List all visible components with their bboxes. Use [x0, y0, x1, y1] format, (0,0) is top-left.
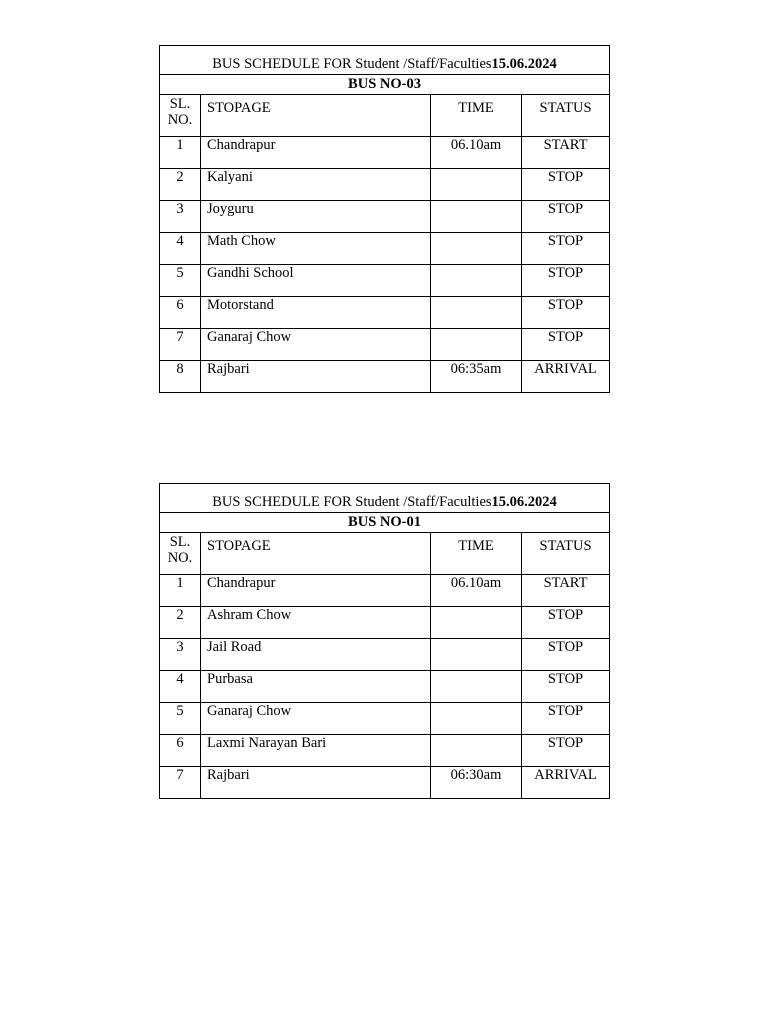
- status-cell: STOP: [522, 233, 610, 265]
- time-cell: 06:30am: [431, 767, 522, 799]
- sl-no-cell: 5: [160, 703, 201, 735]
- time-cell: [431, 329, 522, 361]
- sl-no-cell: 6: [160, 297, 201, 329]
- time-cell: [431, 201, 522, 233]
- status-cell: ARRIVAL: [522, 767, 610, 799]
- table-row: [160, 361, 610, 393]
- bus-number-row: [160, 513, 610, 533]
- sl-no-cell: 1: [160, 575, 201, 607]
- time-cell: 06.10am: [431, 137, 522, 169]
- schedule-title: [160, 484, 610, 513]
- sl-no-cell: 3: [160, 201, 201, 233]
- time-cell: [431, 297, 522, 329]
- time-cell: [431, 735, 522, 767]
- table-row: [160, 137, 610, 169]
- header-sl-line2: NO.: [167, 550, 193, 566]
- schedule-title-prefix: BUS SCHEDULE FOR Student /Staff/Faculties: [212, 56, 492, 72]
- sl-no-cell: 2: [160, 607, 201, 639]
- header-stopage: STOPAGE: [201, 95, 431, 137]
- status-cell: START: [522, 137, 610, 169]
- stopage-cell: Gandhi School: [201, 265, 431, 297]
- status-cell: STOP: [522, 639, 610, 671]
- stopage-cell: Chandrapur: [201, 137, 431, 169]
- schedule-date: 15.06.2024: [491, 56, 557, 72]
- stopage-cell: Math Chow: [201, 233, 431, 265]
- stopage-cell: Motorstand: [201, 297, 431, 329]
- status-cell: STOP: [522, 703, 610, 735]
- time-cell: [431, 265, 522, 297]
- sl-no-cell: 7: [160, 329, 201, 361]
- bus-number-row: [160, 75, 610, 95]
- table-row: [160, 767, 610, 799]
- stopage-cell: Laxmi Narayan Bari: [201, 735, 431, 767]
- stopage-cell: Jail Road: [201, 639, 431, 671]
- header-sl-line1: SL.: [169, 96, 191, 112]
- stopage-cell: Rajbari: [201, 767, 431, 799]
- time-cell: [431, 703, 522, 735]
- status-cell: STOP: [522, 201, 610, 233]
- stopage-cell: Ganaraj Chow: [201, 329, 431, 361]
- stopage-cell: Joyguru: [201, 201, 431, 233]
- time-cell: 06:35am: [431, 361, 522, 393]
- schedule-title-row: [160, 46, 610, 75]
- table-row: [160, 233, 610, 265]
- sl-no-cell: 8: [160, 361, 201, 393]
- header-time: TIME: [431, 95, 522, 137]
- time-cell: 06.10am: [431, 575, 522, 607]
- sl-no-cell: 3: [160, 639, 201, 671]
- header-sl-no: [160, 533, 201, 575]
- schedule-title: [160, 46, 610, 75]
- table-row: [160, 575, 610, 607]
- time-cell: [431, 169, 522, 201]
- sl-no-cell: 4: [160, 671, 201, 703]
- status-cell: ARRIVAL: [522, 361, 610, 393]
- time-cell: [431, 607, 522, 639]
- sl-no-cell: 2: [160, 169, 201, 201]
- time-cell: [431, 233, 522, 265]
- table-row: [160, 297, 610, 329]
- schedule-date: 15.06.2024: [491, 494, 557, 510]
- table-row: [160, 169, 610, 201]
- bus-schedule-table: [159, 45, 610, 393]
- status-cell: STOP: [522, 607, 610, 639]
- schedule-body: [160, 46, 610, 393]
- stopage-cell: Purbasa: [201, 671, 431, 703]
- header-status: STATUS: [522, 95, 610, 137]
- column-header-row: [160, 533, 610, 575]
- sl-no-cell: 7: [160, 767, 201, 799]
- sl-no-cell: 4: [160, 233, 201, 265]
- header-sl-line2: NO.: [167, 112, 193, 128]
- time-cell: [431, 671, 522, 703]
- stopage-cell: Ashram Chow: [201, 607, 431, 639]
- bus-number: BUS NO-03: [160, 75, 610, 95]
- status-cell: STOP: [522, 297, 610, 329]
- status-cell: STOP: [522, 735, 610, 767]
- sl-no-cell: 5: [160, 265, 201, 297]
- schedule-title-row: [160, 484, 610, 513]
- stopage-cell: Ganaraj Chow: [201, 703, 431, 735]
- table-row: [160, 329, 610, 361]
- schedule-title-prefix: BUS SCHEDULE FOR Student /Staff/Faculties: [212, 494, 492, 510]
- status-cell: START: [522, 575, 610, 607]
- status-cell: STOP: [522, 265, 610, 297]
- column-header-row: [160, 95, 610, 137]
- table-row: [160, 265, 610, 297]
- header-status: STATUS: [522, 533, 610, 575]
- table-row: [160, 671, 610, 703]
- sl-no-cell: 6: [160, 735, 201, 767]
- table-row: [160, 639, 610, 671]
- stopage-cell: Chandrapur: [201, 575, 431, 607]
- header-time: TIME: [431, 533, 522, 575]
- bus-schedule-table: [159, 483, 610, 799]
- status-cell: STOP: [522, 329, 610, 361]
- stopage-cell: Rajbari: [201, 361, 431, 393]
- header-stopage: STOPAGE: [201, 533, 431, 575]
- schedule-body: [160, 484, 610, 799]
- bus-number: BUS NO-01: [160, 513, 610, 533]
- stopage-cell: Kalyani: [201, 169, 431, 201]
- header-sl-no: [160, 95, 201, 137]
- table-row: [160, 703, 610, 735]
- header-sl-line1: SL.: [169, 534, 191, 550]
- status-cell: STOP: [522, 169, 610, 201]
- table-row: [160, 735, 610, 767]
- table-row: [160, 201, 610, 233]
- table-row: [160, 607, 610, 639]
- sl-no-cell: 1: [160, 137, 201, 169]
- time-cell: [431, 639, 522, 671]
- status-cell: STOP: [522, 671, 610, 703]
